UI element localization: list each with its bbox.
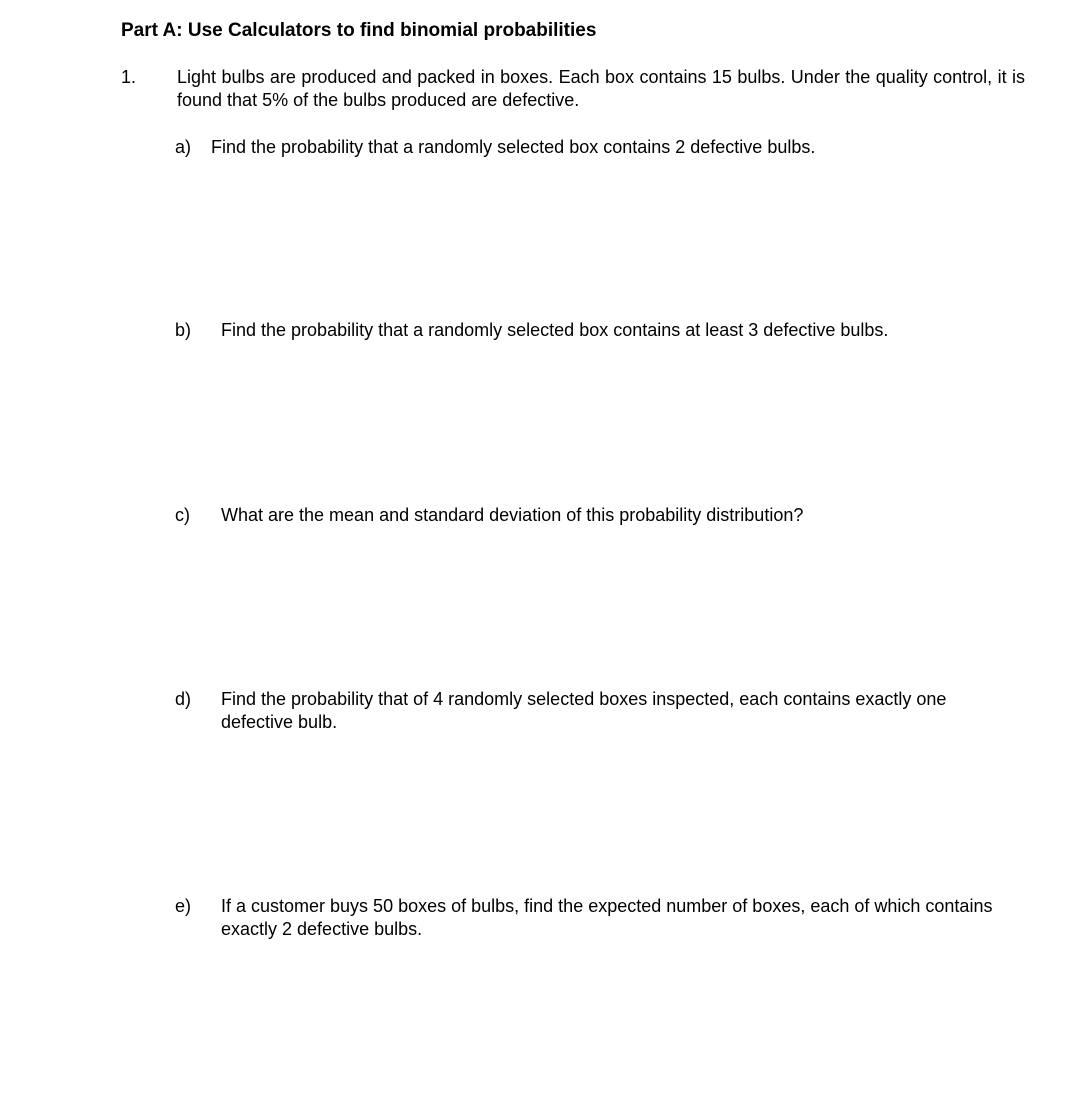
part-e-label: e) (175, 896, 192, 916)
section-heading: Part A: Use Calculators to find binomial probabilities (121, 20, 597, 41)
question-number: 1. (121, 67, 137, 87)
part-d-label: d) (175, 689, 192, 709)
part-b-label: b) (175, 320, 192, 340)
question-stem: Light bulbs are produced and packed in boxes. Each box contains 15 bulbs. Under the quality control, it is found that 5% of the bulbs produced are defective. (177, 67, 1025, 110)
part-b-text: Find the probability that a randomly selected box contains at least 3 defective bulbs. (221, 320, 889, 340)
part-c-text: What are the mean and standard deviation of this probability distribution? (221, 505, 804, 525)
part-e-text: If a customer buys 50 boxes of bulbs, find the expected number of boxes, each of which contains exactly 2 defective bulbs. (221, 896, 993, 939)
part-c-label: c) (175, 505, 190, 525)
part-a-text: Find the probability that a randomly selected box contains 2 defective bulbs. (211, 137, 816, 157)
part-a-label: a) (175, 137, 192, 157)
part-d-text: Find the probability that of 4 randomly selected boxes inspected, each contains exactly one defective bulb. (221, 689, 947, 732)
